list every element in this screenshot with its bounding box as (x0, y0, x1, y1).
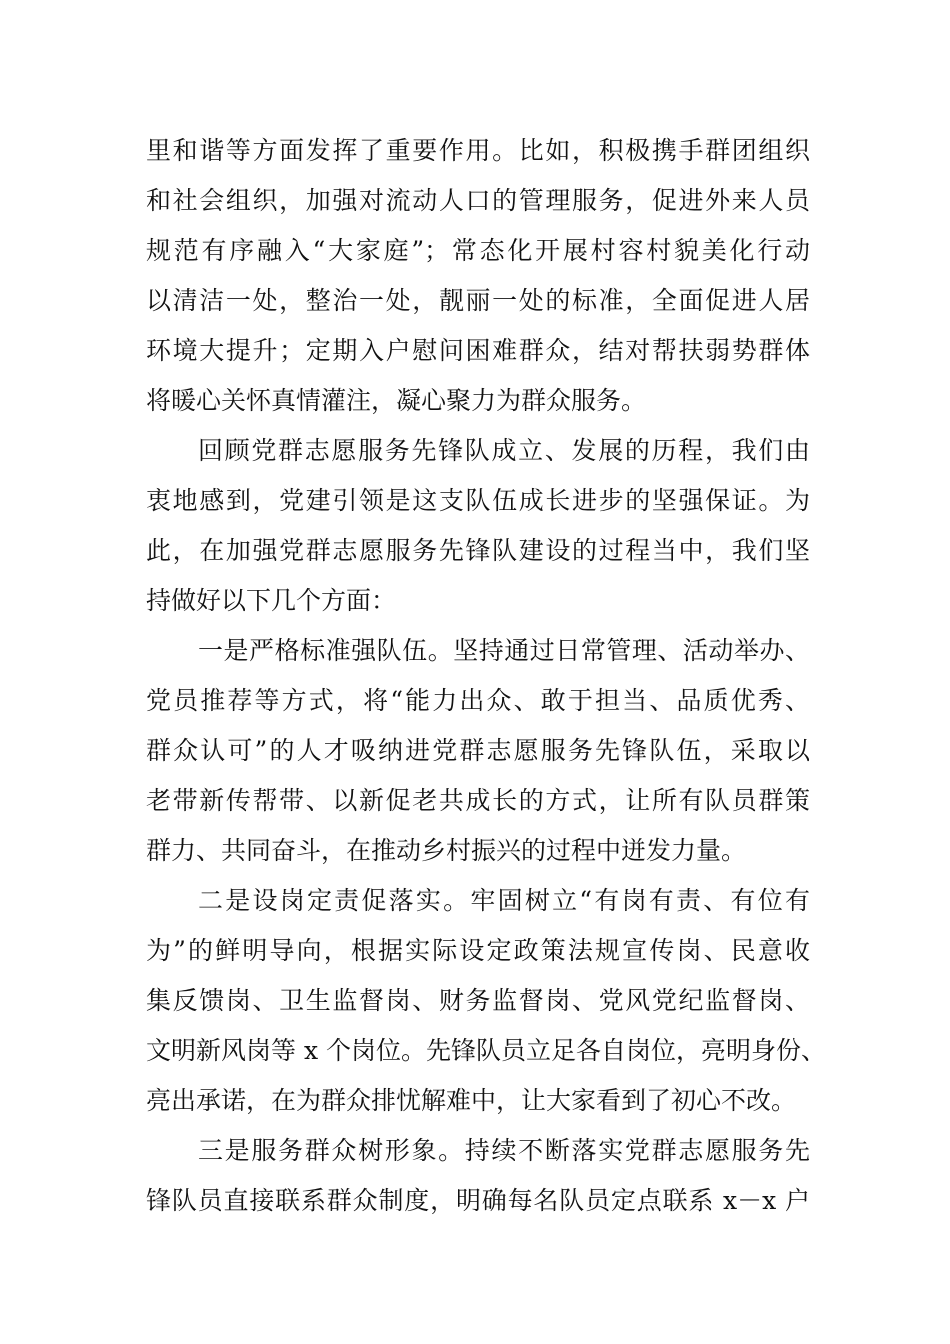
text-line: 亮出承诺，在为群众排忧解难中，让大家看到了初心不改。 (146, 1086, 797, 1115)
text-line: 三是服务群众树形象。持续不断落实党群志愿服务先 (198, 1136, 810, 1165)
text-line: 锋队员直接联系群众制度，明确每名队员定点联系 x－x 户 (146, 1186, 810, 1215)
text-line: 里和谐等方面发挥了重要作用。比如，积极携手群团组织 (146, 136, 810, 165)
paragraph-4 (146, 876, 826, 1126)
paragraph-3 (146, 626, 810, 876)
text-line: 党员推荐等方式，将“能力出众、敢于担当、品质优秀、 (146, 686, 810, 715)
text-line: 二是设岗定责促落实。牢固树立“有岗有责、有位有 (198, 886, 810, 915)
text-line: 将暖心关怀真情灌注，凝心聚力为群众服务。 (146, 386, 647, 415)
text-line: 和社会组织，加强对流动人口的管理服务，促进外来人员 (146, 186, 810, 215)
text-line: 文明新风岗等 x 个岗位。先锋队员立足各自岗位，亮明身份、 (146, 1036, 826, 1065)
text-line: 以清洁一处，整治一处，靓丽一处的标准，全面促进人居 (146, 286, 810, 315)
text-line: 回顾党群志愿服务先锋队成立、发展的历程，我们由 (198, 436, 810, 465)
paragraph-2 (146, 426, 810, 626)
text-line: 老带新传帮带、以新促老共成长的方式，让所有队员群策 (146, 786, 810, 815)
text-line: 此，在加强党群志愿服务先锋队建设的过程当中，我们坚 (146, 536, 810, 565)
body-text (146, 126, 826, 1226)
paragraph-1 (146, 126, 810, 426)
text-line: 群众认可”的人才吸纳进党群志愿服务先锋队伍，采取以 (146, 736, 810, 765)
text-line: 衷地感到，党建引领是这支队伍成长进步的坚强保证。为 (146, 486, 810, 515)
text-line: 集反馈岗、卫生监督岗、财务监督岗、党风党纪监督岗、 (146, 986, 810, 1015)
text-line: 规范有序融入“大家庭”；常态化开展村容村貌美化行动 (146, 236, 810, 265)
text-line: 为”的鲜明导向，根据实际设定政策法规宣传岗、民意收 (146, 936, 810, 965)
text-line: 群力、共同奋斗，在推动乡村振兴的过程中迸发力量。 (146, 836, 747, 865)
paragraph-5 (146, 1126, 810, 1226)
text-line: 环境大提升；定期入户慰问困难群众，结对帮扶弱势群体 (146, 336, 810, 365)
text-line: 持做好以下几个方面： (146, 586, 397, 615)
text-line: 一是严格标准强队伍。坚持通过日常管理、活动举办、 (198, 636, 810, 665)
